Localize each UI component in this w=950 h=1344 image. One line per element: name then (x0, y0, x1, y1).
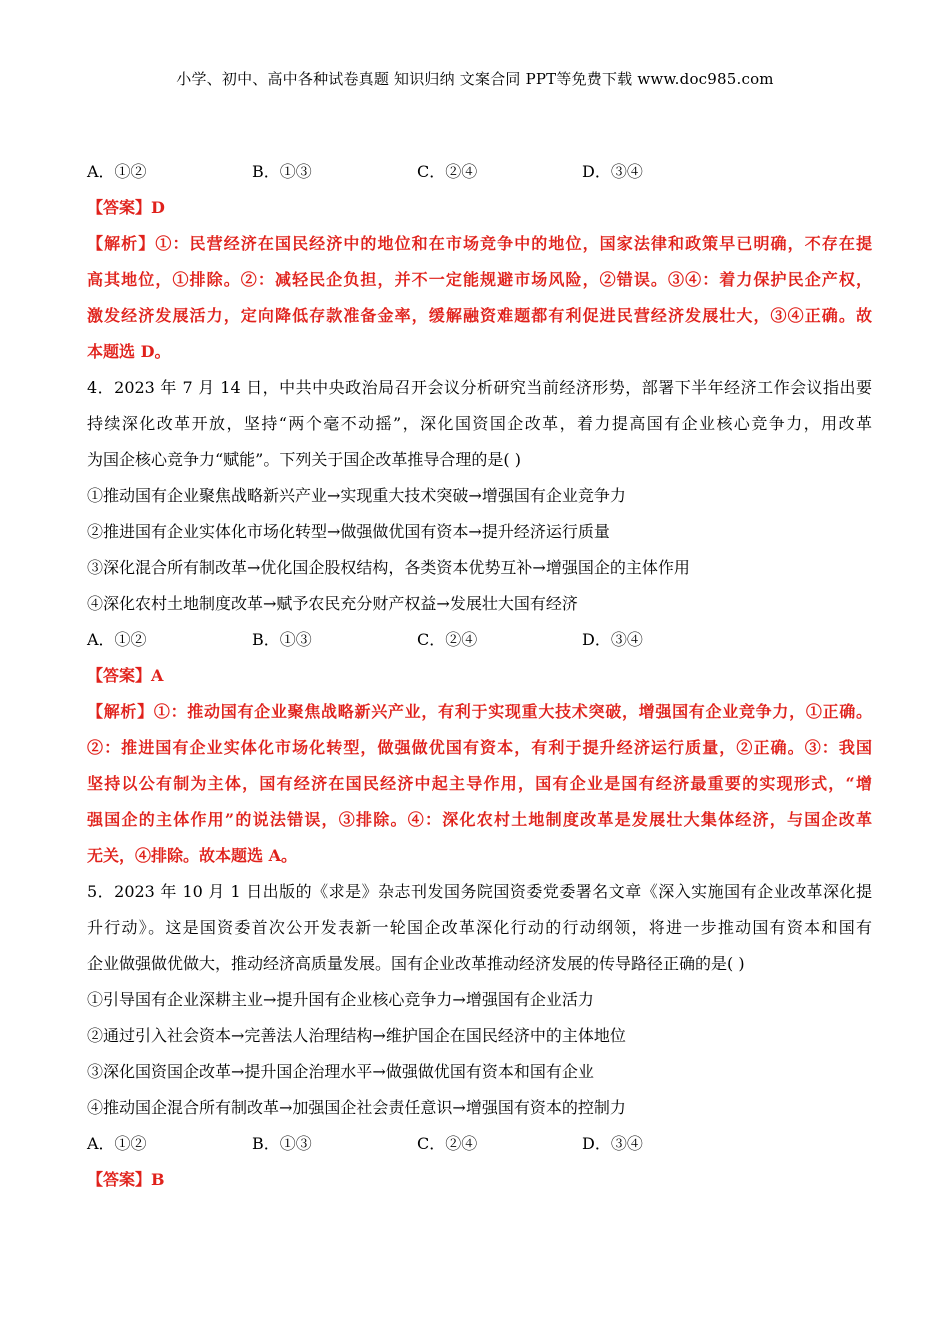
q3-option-a: A．①② (87, 162, 147, 181)
q5-item-3: ③深化国资国企改革→提升国企治理水平→做强做优国有资本和国有企业 (87, 1062, 594, 1081)
q4-analysis-line-3: 坚持以公有制为主体，国有经济在国民经济中起主导作用，国有企业是国有经济最重要的实现形式，“增 (87, 774, 872, 793)
q4-option-c: C．②④ (417, 630, 478, 649)
q4-analysis-line-5: 无关，④排除。故本题选 A。 (87, 846, 297, 865)
q5-options (87, 1126, 872, 1162)
q5-stem-line-1: 5．2023 年 10 月 1 日出版的《求是》杂志刊发国务院国资委党委署名文章《深入实施国有企业改革深化提 (87, 882, 872, 901)
document-body (87, 154, 872, 1198)
q3-answer (87, 190, 872, 226)
q4-item-3: ③深化混合所有制改革→优化国企股权结构，各类资本优势互补→增强国企的主体作用 (87, 558, 690, 577)
q3-analysis-line-2: 高其地位，①排除。②：减轻民企负担，并不一定能规避市场风险，②错误。③④：着力保护民企产权， (87, 270, 872, 289)
q3-analysis-line-4: 本题选 D。 (87, 342, 171, 361)
answer-tag: 【答案】 (87, 1170, 152, 1189)
q4-answer (87, 658, 872, 694)
q4-option-a: A．①② (87, 630, 147, 649)
analysis-tag: 【解析】 (87, 702, 154, 721)
q4-item-2: ②推进国有企业实体化市场化转型→做强做优国有资本→提升经济运行质量 (87, 522, 610, 541)
q4-options (87, 622, 872, 658)
page-header: 小学、初中、高中各种试卷真题 知识归纳 文案合同 PPT等免费下载 www.doc985.com (176, 70, 774, 88)
analysis-tag: 【解析】 (87, 234, 156, 253)
q5-option-d: D．③④ (582, 1134, 643, 1153)
q3-analysis-line-1: 【解析】①：民营经济在国民经济中的地位和在市场竞争中的地位，国家法律和政策早已明确，不存在提 (87, 234, 872, 253)
q4-analysis-line-1: 【解析】①：推动国有企业聚焦战略新兴产业，有利于实现重大技术突破，增强国有企业竞争力，①正确。 (87, 702, 872, 721)
q5-option-b: B．①③ (252, 1134, 312, 1153)
q5-option-c: C．②④ (417, 1134, 478, 1153)
q3-option-c: C．②④ (417, 162, 478, 181)
q4-analysis-line-4: 强国企的主体作用”的说法错误，③排除。④：深化农村土地制度改革是发展壮大集体经济，与国企改革 (87, 810, 872, 829)
q3-option-d: D．③④ (582, 162, 643, 181)
q5-answer (87, 1162, 872, 1198)
q4-item-4: ④深化农村土地制度改革→赋予农民充分财产权益→发展壮大国有经济 (87, 594, 578, 613)
q4-analysis-line-2: ②：推进国有企业实体化市场化转型，做强做优国有资本，有利于提升经济运行质量，②正确。③：我国 (87, 738, 872, 757)
q4-stem-line-1: 4．2023 年 7 月 14 日，中共中央政治局召开会议分析研究当前经济形势，部署下半年经济工作会议指出要 (87, 378, 872, 397)
answer-tag: 【答案】 (87, 666, 152, 685)
q4-answer-value: A (151, 666, 164, 685)
q5-item-1: ①引导国有企业深耕主业→提升国有企业核心竞争力→增强国有企业活力 (87, 990, 594, 1009)
q5-stem-line-3: 企业做强做优做大，推动经济高质量发展。国有企业改革推动经济发展的传导路径正确的是( ) (87, 954, 745, 973)
q5-answer-value: B (151, 1170, 165, 1189)
q3-options (87, 154, 872, 190)
q4-option-d: D．③④ (582, 630, 643, 649)
q4-option-b: B．①③ (252, 630, 312, 649)
q3-answer-value: D (151, 198, 165, 217)
q5-item-4: ④推动国企混合所有制改革→加强国企社会责任意识→增强国有资本的控制力 (87, 1098, 626, 1117)
q3-option-b: B．①③ (252, 162, 312, 181)
answer-tag: 【答案】 (87, 198, 152, 217)
q4-item-1: ①推动国有企业聚焦战略新兴产业→实现重大技术突破→增强国有企业竞争力 (87, 486, 626, 505)
q5-item-2: ②通过引入社会资本→完善法人治理结构→维护国企在国民经济中的主体地位 (87, 1026, 626, 1045)
q4-stem-line-3: 为国企核心竞争力“赋能”。下列关于国企改革推导合理的是( ) (87, 450, 521, 469)
q5-stem-line-2: 升行动》。这是国资委首次公开发表新一轮国企改革深化行动的行动纲领，将进一步推动国有资本和国有 (87, 918, 872, 937)
q3-analysis-line-3: 激发经济发展活力，定向降低存款准备金率，缓解融资难题都有利促进民营经济发展壮大，③④正确。故 (87, 306, 872, 325)
q4-stem-line-2: 持续深化改革开放，坚持“两个毫不动摇”，深化国资国企改革，着力提高国有企业核心竞争力，用改革 (87, 414, 872, 433)
q5-option-a: A．①② (87, 1134, 147, 1153)
